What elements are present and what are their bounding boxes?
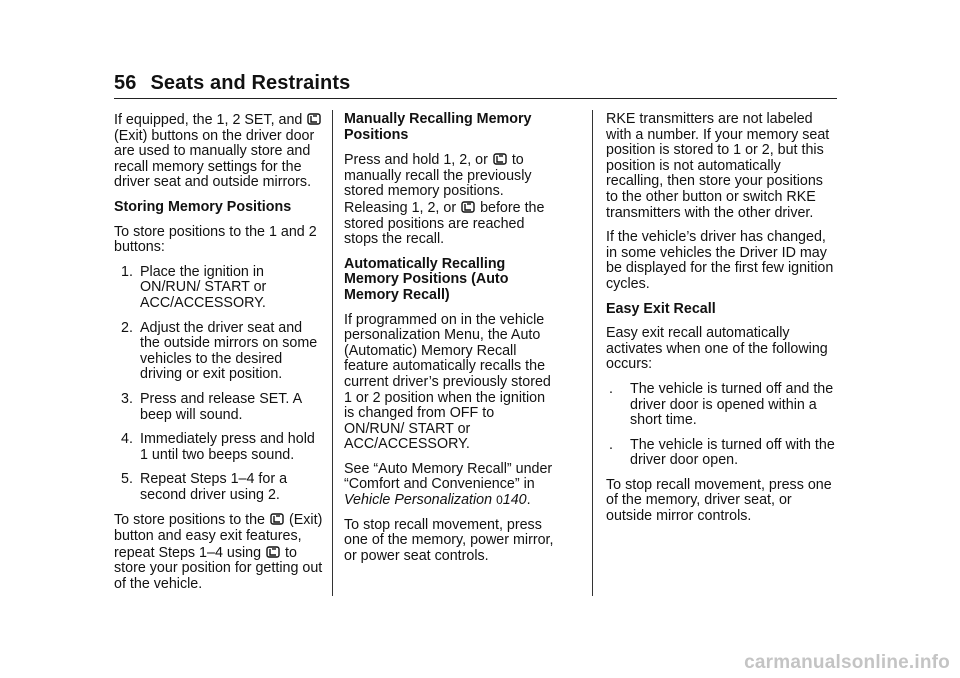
step-number: 3. xyxy=(121,390,133,407)
exit-text: (Exit) xyxy=(288,512,323,529)
page-ref-number[interactable]: 140 xyxy=(502,492,527,509)
cross-reference-link[interactable]: Vehicle Personalization xyxy=(344,492,493,509)
exit-seat-icon xyxy=(493,152,507,166)
exit-text: repeat Steps 1–4 using xyxy=(114,544,262,561)
bullet-mark: . xyxy=(609,436,613,453)
manual-text: before the stored xyxy=(344,199,545,232)
step-number: 1. xyxy=(121,263,133,280)
bullet-text: The vehicle is turned off with the driver door open. xyxy=(630,436,835,469)
see-text-end: . xyxy=(526,492,531,509)
step-number: 5. xyxy=(121,471,133,488)
manual-paragraph xyxy=(344,152,554,248)
step-text: Adjust the driver seat and the outside mirrors on some vehicles to the desired driving or exit position. xyxy=(140,319,318,383)
stop-paragraph: To stop recall movement, press one of the memory, power mirror, or power seat controls. xyxy=(344,516,554,564)
intro-text: If equipped, the 1, 2 SET, and xyxy=(114,112,303,128)
heading-manual: Manually Recalling Memory Positions xyxy=(344,111,532,143)
bullet-text: The vehicle is turned off and the driver door is opened within a short time. xyxy=(630,380,834,429)
easy-exit-paragraph: Easy exit recall automatically activates when one of the following occurs: xyxy=(606,325,828,373)
step-text: Place the ignition in ON/RUN/ START or ACC/ACCESSORY. xyxy=(140,263,267,311)
steps-list xyxy=(114,265,324,504)
auto-paragraph: If programmed on in the vehicle personalization Menu, the Auto (Automatic) Memory Recall feature automatically recalls the current driver’s previously stored 1 or 2 position when the ignition is changed from OFF to ON/RUN/ START or ACC/ACCESSORY. xyxy=(344,311,551,453)
exit-seat-icon xyxy=(270,512,284,526)
list-item xyxy=(606,438,838,469)
exit-text: to store xyxy=(114,544,297,577)
step-number: 4. xyxy=(121,431,133,448)
manual-text: Press and hold 1, 2, or xyxy=(344,152,488,169)
page-header xyxy=(114,72,350,95)
step-text: Repeat Steps 1–4 for a second driver using 2. xyxy=(140,471,288,503)
heading-auto: Automatically Recalling Memory Positions (Auto Memory Recall) xyxy=(344,255,509,303)
exit-seat-icon xyxy=(307,112,321,126)
driver-change-paragraph: If the vehicle’s driver has changed, in some vehicles the Driver ID may be displayed for the first few ignition cycles. xyxy=(606,229,834,292)
heading-easy-exit: Easy Exit Recall xyxy=(606,300,716,317)
section-title: Seats and Restraints xyxy=(150,72,351,94)
page-number: 56 xyxy=(114,72,137,94)
step-text: Immediately press and hold 1 until two beeps sound. xyxy=(140,431,315,463)
list-item xyxy=(606,382,838,429)
exit-text: To store positions to the xyxy=(114,512,265,529)
exit-seat-icon xyxy=(266,545,280,559)
manual-text: positions are reached stops the recall. xyxy=(344,215,525,248)
exit-paragraph xyxy=(114,512,324,592)
heading-storing: Storing Memory Positions xyxy=(114,198,292,215)
intro-paragraph xyxy=(114,112,324,191)
column-left xyxy=(114,112,324,601)
manual-text: to xyxy=(511,152,524,169)
list-item xyxy=(114,392,324,423)
column-divider xyxy=(592,110,593,596)
list-item xyxy=(114,472,324,503)
column-divider xyxy=(332,110,333,596)
list-item xyxy=(114,432,324,463)
store-intro: To store positions to the 1 and 2 buttons: xyxy=(114,223,317,256)
list-item xyxy=(114,265,324,312)
watermark: carmanualsonline.info xyxy=(744,652,950,673)
column-middle xyxy=(344,112,554,573)
list-item xyxy=(114,321,324,383)
see-text: See “Auto Memory Recall” under “Comfort and Convenience” in xyxy=(344,460,553,493)
manual-text: 1, 2, or xyxy=(411,199,457,216)
step-text: Press and release SET. A beep will sound. xyxy=(140,390,302,423)
exit-text: button and easy exit features, xyxy=(114,528,302,545)
bullet-list xyxy=(606,382,838,469)
column-right xyxy=(606,112,838,534)
exit-seat-icon xyxy=(461,200,475,214)
manual-text: manually recall the previously stored memory positions. Releasing xyxy=(344,167,532,216)
bullet-mark: . xyxy=(609,380,613,397)
exit-text: your position for getting out of the vehicle. xyxy=(114,560,323,592)
page-ref-icon: 0 xyxy=(496,493,503,508)
step-number: 2. xyxy=(121,319,133,336)
header-rule xyxy=(114,98,837,99)
stop-paragraph: To stop recall movement, press one of the memory, driver seat, or outside mirror controls. xyxy=(606,476,832,525)
see-paragraph xyxy=(344,462,554,509)
rke-paragraph: RKE transmitters are not labeled with a number. If your memory seat position is stored to 1 or 2, but this position is not automatically recalling, then store your positions to the other button or switch RKE transmitters with the other driver. xyxy=(606,111,830,221)
intro-text-cont: (Exit) buttons on the driver door are used to manually store and recall memory settings for the driver seat and outside mirrors. xyxy=(114,127,315,191)
